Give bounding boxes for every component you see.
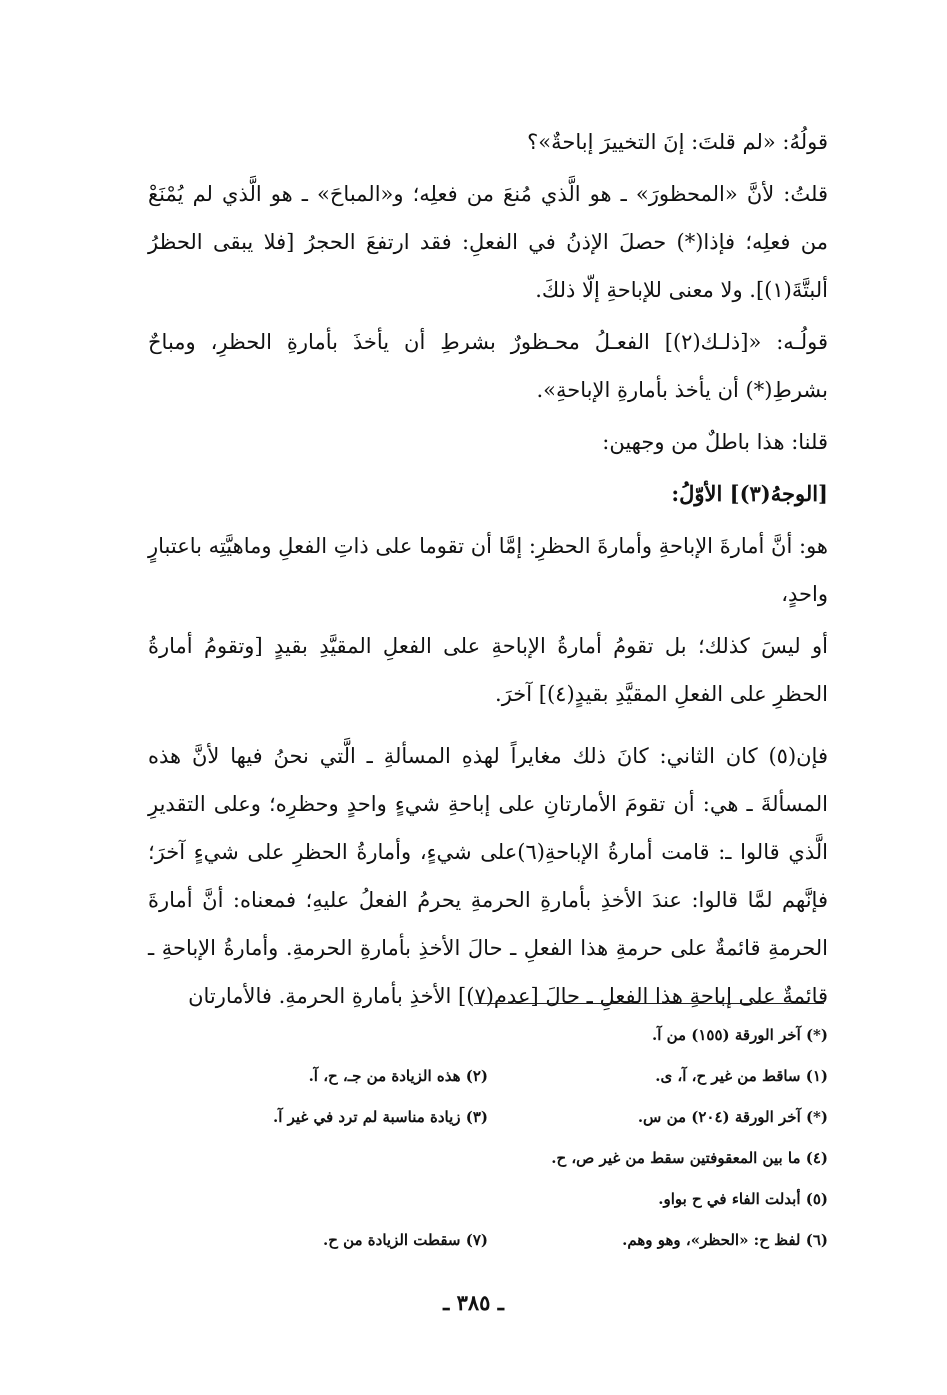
section-heading: [الوجهُ(٣)] الأوّلُ: [671, 481, 828, 506]
paragraph-8: فإن(٥) كان الثاني: كانَ ذلك مغايراً لهذهِ المسألةِ ـ الَّتي نحنُ فيها لأنَّ هذه المسألةَ ـ هي: أن تقومَ الأمارتانِ على إباحةِ شيءٍ واحدٍ وحظرِه؛ وعلى التقديرِ الَّذي قالوا ـ: قامت أمارةُ الإباحةِ(٦)على شيءٍ، وأمارةُ الحظرِ على شيءٍ آخرَ؛ فإنَّهم لمَّا قالوا: عندَ الأخذِ بأمارةِ الحرمةِ يحرمُ الفعلُ عليهِ؛ فمعناه: أنَّ أمارةَ الحرمةِ قائمةٌ على حرمةِ هذا الفعلِ ـ حالَ الأخذِ بأمارةِ الحرمةِ. وأمارةُ الإباحةِ ـ قائمةٌ على إباحةِ هذا الفعلِ ـ حالَ [عدم(٧)] الأخذِ بأمارةِ الحرمةِ. فالأمارتان [148, 744, 829, 1008]
footnote: (٥) أبدلت الفاء في ح بواو. [658, 1189, 828, 1208]
footnote: (*) آخر الورقة (١٥٥) من آ. [651, 1025, 828, 1044]
footnote: (٢) هذه الزيادة من جـ، ح، آ. [308, 1066, 488, 1085]
footnote: (٧) سقطت الزيادة من ح. [322, 1230, 488, 1249]
footnote-row [148, 1219, 828, 1260]
footnote-row [148, 1014, 828, 1055]
footnote-divider [474, 1003, 824, 1004]
paragraph-1: قولُهُ: «لم قلتَ: إنَ التخييرَ إباحةٌ»؟ [527, 130, 828, 154]
footnote: (٦) لفظ ح: «الحظر»، وهو وهم. [622, 1230, 828, 1249]
footnote-row [148, 1178, 828, 1219]
footnote: (١) ساقط من غير ح، آ، ى. [655, 1066, 828, 1085]
footnote: (*) آخر الورقة (٢٠٤) من س. [637, 1107, 828, 1126]
footnote-row [148, 1137, 828, 1178]
page-number: ـ ٣٨٥ ـ [443, 1290, 504, 1315]
paragraph-6: هو: أنَّ أمارةَ الإباحةِ وأمارةَ الحظرِ: إمَّا أن تقوما على ذاتِ الفعلِ وماهيَّتِه باعتبارٍ واحدٍ، [148, 534, 828, 606]
paragraph-4: قلنا: هذا باطلٌ من وجهين: [602, 430, 828, 454]
footnote-row [148, 1096, 828, 1137]
footnote-row [148, 1055, 828, 1096]
paragraph-3: قولُـه: «[ذلـك(٢)] الفعـلُ محـظورٌ بشرطِ أن يأخذَ بأمارةِ الحظرِ، ومباحٌ بشرطِ(*) أن يأخذ بأمارةِ الإباحةِ». [148, 330, 828, 402]
footnote: (٣) زيادة مناسبة لم ترد في غير آ. [272, 1107, 488, 1126]
main-text [148, 118, 828, 1024]
paragraph-7: أو ليسَ كذلك؛ بل تقومُ أمارةُ الإباحةِ على الفعلِ المقيَّدِ بقيدٍ [وتقومُ أمارةُ الحظرِ على الفعلِ المقيَّدِ بقيدٍ(٤)] آخرَ. [148, 634, 828, 706]
footnotes [148, 1014, 828, 1260]
footnote: (٤) ما بين المعقوفتين سقط من غير ص، ح. [551, 1148, 828, 1167]
paragraph-2: قلتُ: لأنَّ «المحظورَ» ـ هو الَّذي مُنعَ من فعلِه؛ و«المباحَ» ـ هو الَّذي لم يُمْنَعْ من فعلِه؛ فإذا(*) حصلَ الإذنُ في الفعلِ: فقد ارتفعَ الحجرُ [فلا يبقى الحظرُ ألبتَّةَ(١)]. ولا معنى للإباحةِ إلّا ذلكَ. [148, 182, 828, 302]
